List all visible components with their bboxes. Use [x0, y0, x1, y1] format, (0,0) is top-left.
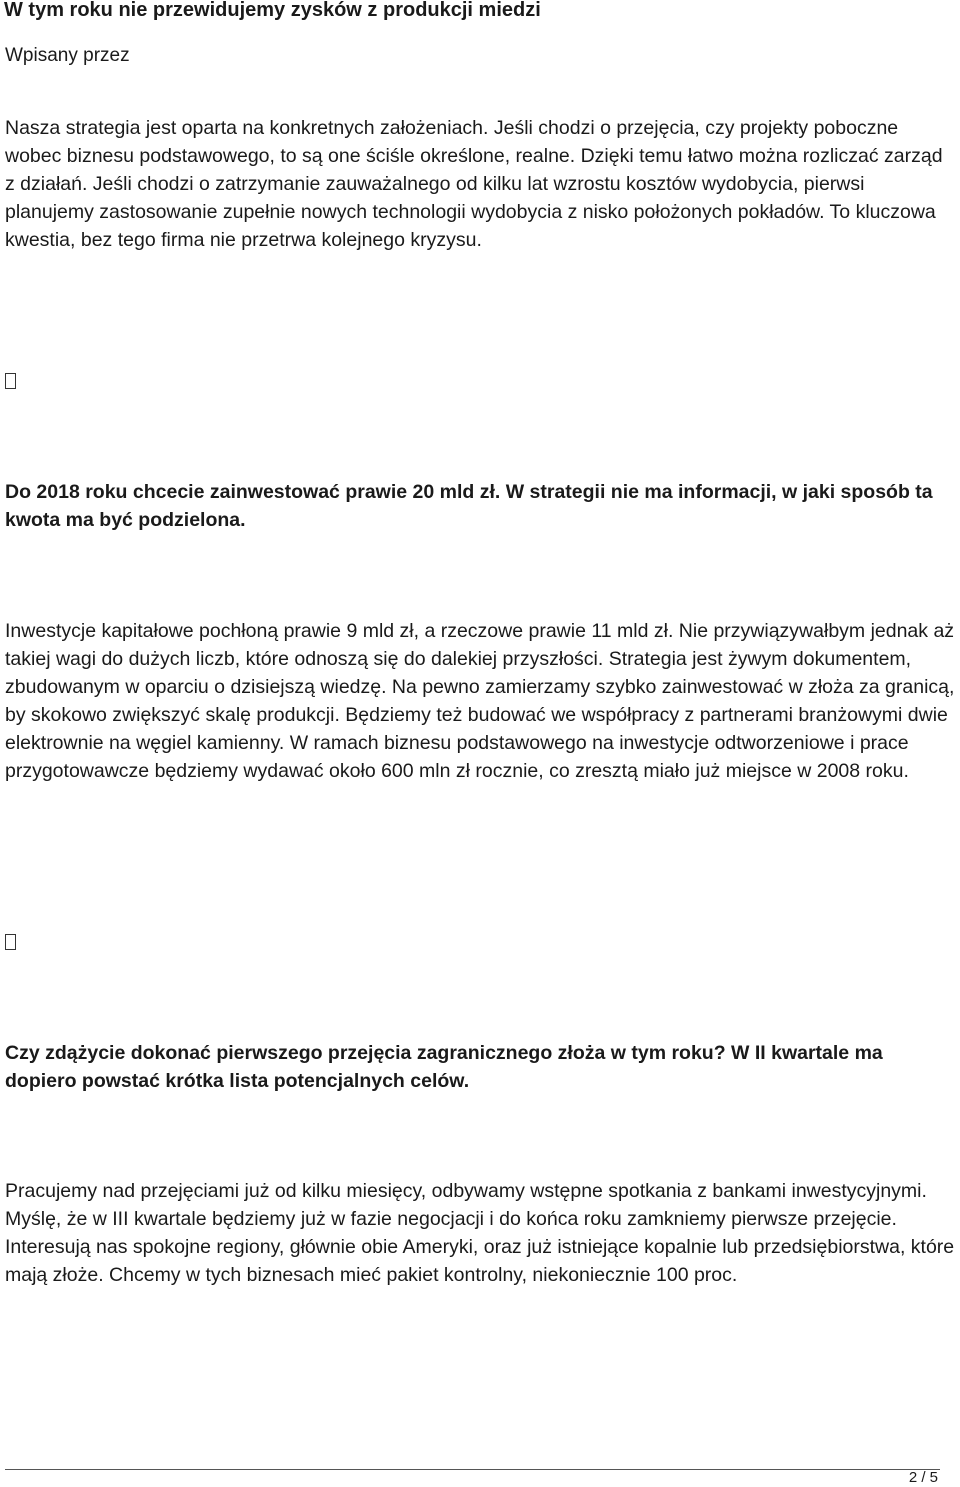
question-paragraph-2: Czy zdążycie dokonać pierwszego przejęcia zagranicznego złoża w tym roku? W II kwartale ma dopiero powstać krótka lista potencjalnych celów.	[5, 1042, 883, 1092]
missing-glyph-icon	[5, 373, 16, 389]
article-title: W tym roku nie przewidujemy zysków z produkcji miedzi	[4, 0, 541, 21]
missing-glyph-icon	[5, 934, 16, 950]
answer-paragraph-1: Nasza strategia jest oparta na konkretnych założeniach. Jeśli chodzi o przejęcia, czy projekty poboczne wobec biznesu podstawowego, to są one ściśle określone, realne. Dzięki temu łatwo można rozliczać zarząd z działań. Jeśli chodzi o zatrzymanie zauważalnego od kilku lat wzrostu kosztów wydobycia, pierwsi planujemy zastosowanie zupełnie nowych technologii wydobycia z nisko położonych pokładów. To kluczowa kwestia, bez tego firma nie przetrwa kolejnego kryzysu.	[5, 117, 943, 251]
page-number: 2 / 5	[908, 1469, 938, 1486]
answer-paragraph-3: Pracujemy nad przejęciami już od kilku miesięcy, odbywamy wstępne spotkania z bankami inwestycyjnymi. Myślę, że w III kwartale będziemy już w fazie negocjacji i do końca roku zamkniemy pierwsze przejęcie. Interesują nas spokojne regiony, głównie obie Ameryki, oraz już istniejące kopalnie lub przedsiębiorstwa, które mają złoże. Chcemy w tych biznesach mieć pakiet kontrolny, niekoniecznie 100 proc.	[5, 1180, 955, 1286]
question-paragraph-1: Do 2018 roku chcecie zainwestować prawie 20 mld zł. W strategii nie ma informacji, w jaki sposób ta kwota ma być podzielona.	[5, 481, 933, 531]
article-byline: Wpisany przez	[5, 45, 130, 66]
answer-paragraph-2: Inwestycje kapitałowe pochłoną prawie 9 mld zł, a rzeczowe prawie 11 mld zł. Nie przywiązywałbym jednak aż takiej wagi do dużych liczb, które odnoszą się do dalekiej przyszłości. Strategia jest żywym dokumentem, zbudowanym w oparciu o dzisiejszą wiedzę. Na pewno zamierzamy szybko zainwestować w złoża za granicą, by skokowo zwiększyć skalę produkcji. Będziemy też budować we współpracy z partnerami branżowymi dwie elektrownie na węgiel kamienny. W ramach biznesu podstawowego na inwestycje odtworzeniowe i prace przygotowawcze będziemy wydawać około 600 mln zł rocznie, co zresztą miało już miejsce w 2008 roku.	[5, 620, 955, 782]
footer-divider	[5, 1469, 940, 1470]
